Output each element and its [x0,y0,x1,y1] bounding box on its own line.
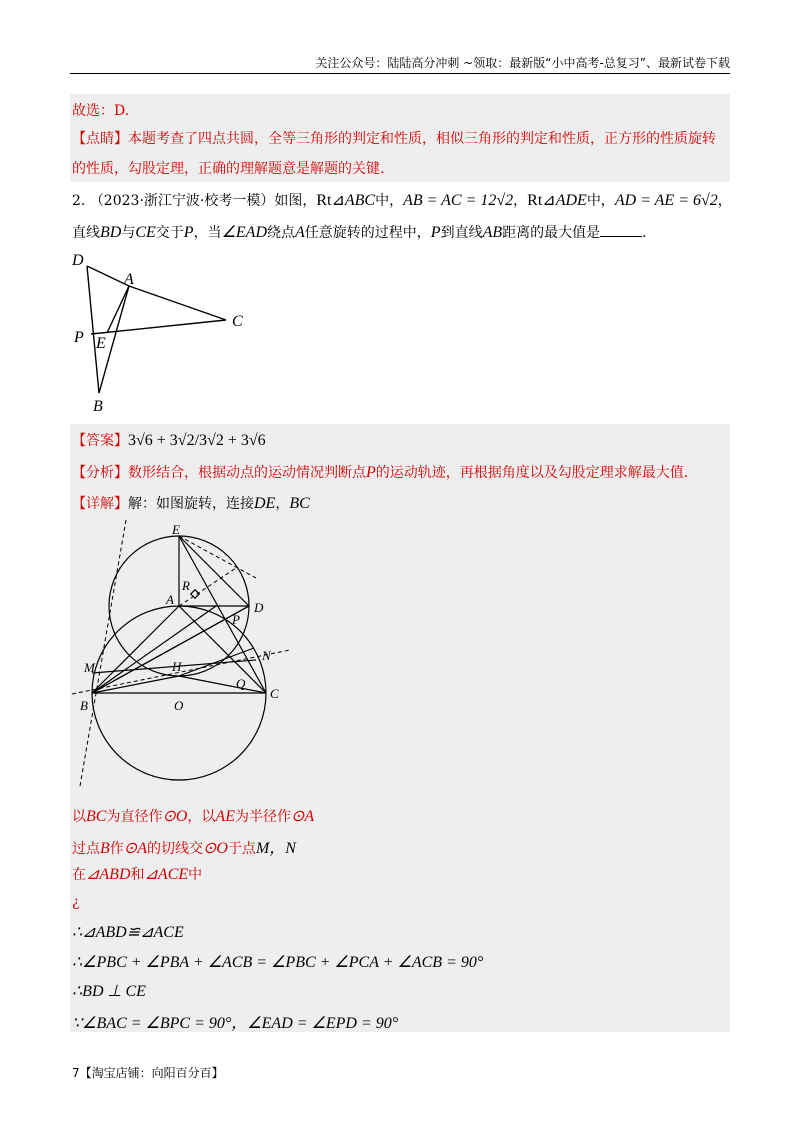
problem-text: 如图， [274,193,317,209]
label-r: R [182,578,190,593]
problem-text: 中， [375,193,404,209]
label-c: C [270,686,279,701]
step-text: 在 [72,867,86,883]
problem-text: 到直线 [440,225,483,241]
point-p: P [430,224,441,241]
label-p: P [232,612,240,627]
label-n: N [262,648,271,663]
step-7: ∴BD ⊥ CE [72,983,146,1000]
problem-line-1 [72,190,732,210]
header-rule [70,73,730,74]
problem-text: ， [513,193,528,209]
problem-text: 绕点 [267,225,296,241]
segment-da [87,266,129,286]
step-3 [72,864,202,884]
figure-1 [62,248,262,418]
segment-ca [179,606,266,693]
detail-text: ， [275,496,290,512]
line-ab: AB [482,224,503,241]
label-h: H [172,659,182,674]
step-text: 以 [72,809,86,825]
triangle-ade: ADE [555,192,587,209]
answer-blank [600,224,642,237]
problem-text: 距离的最大值是 [502,225,601,241]
step-text: 为半径作 [234,809,291,825]
step-2 [72,835,296,858]
equation-ab-ac: AB = AC = 12√2 [403,192,514,209]
segment-ac [129,286,226,320]
segment-bd: BD [100,224,122,241]
label-a: A [124,271,134,288]
comment-tag: 【点睛】 [72,131,128,147]
prev-comment-line-2: 的性质，勾股定理，正确的理解题意是解题的关键. [72,161,385,177]
triangle-abc: ABC [344,192,376,209]
points-m-n: M，N [255,840,296,857]
circle-a-ref: ⊙A [123,840,147,857]
answer-tag: 【答案】 [72,433,128,449]
segment-ed [179,536,249,606]
step-text: 作 [109,841,124,857]
prev-choice: 故选：D. [72,103,130,119]
analysis-line [72,462,688,482]
problem-text: 任意旋转的过程中， [304,225,431,241]
label-b: B [80,698,88,713]
point-p: P [183,224,194,241]
step-text: ，以 [187,809,216,825]
problem-number: 2. [72,193,86,209]
segment-ba [92,606,179,693]
segment-de: DE [254,495,276,512]
label-e: E [172,522,180,537]
step-text: 为直径作 [106,809,163,825]
problem-text: ，当 [193,225,222,241]
problem-text: 直线 [72,225,100,241]
figure-2 [66,518,296,798]
segment-bp [92,606,249,693]
point-p: P [366,464,376,481]
step-text: 和 [130,867,145,883]
segment-bc: BC [289,495,310,512]
analysis-text: 数形结合，根据动点的运动情况判断点 [128,465,366,481]
answer-value: 3√6 + 3√2/3√2 + 3√6 [128,432,266,449]
prev-comment-line-1 [72,128,716,148]
label-o: O [174,698,184,713]
label-c: C [232,313,243,330]
step-6: ∴∠PBC + ∠PBA + ∠ACB = ∠PBC + ∠PCA + ∠ACB = 90° [72,954,484,971]
problem-source: （2023·浙江宁波·校考一模） [89,193,275,209]
answer-line [72,430,266,450]
step-8: ∵∠BAC = ∠BPC = 90°，∠EAD = ∠EPD = 90° [72,1015,399,1032]
equation-ad-ae: AD = AE = 6√2 [614,192,718,209]
tangent-line-dashed [80,520,126,786]
angle-ead: ∠EAD [221,224,268,241]
step-text: 中 [188,867,203,883]
step-text: 于点 [227,841,256,857]
segment-ce: CE [135,224,156,241]
label-d: D [72,252,84,269]
problem-text: 中， [586,193,615,209]
point-b: B [100,840,110,857]
detail-line [72,493,310,513]
analysis-tag: 【分析】 [72,465,128,481]
rt-symbol: Rt⊿ [527,192,556,209]
label-e: E [96,335,106,352]
step-5: ∴⊿ABD≌⊿ACE [72,924,184,941]
problem-text: ， [717,193,732,209]
problem-text: . [642,225,647,241]
circle-o-ref: ⊙O [162,808,188,825]
segment-db [87,266,99,393]
circle-o-ref: ⊙O [202,840,228,857]
triangle-ace: ⊿ACE [144,866,189,883]
comment-body-1: 本题考查了四点共圆，全等三角形的判定和性质，相似三角形的判定和性质，正方形的性质旋转 [128,131,716,147]
problem-text: 与 [121,225,136,241]
label-d: D [254,600,264,615]
analysis-text: 的运动轨迹，再根据角度以及勾股定理求解最大值. [375,465,689,481]
problem-text: 交于 [155,225,184,241]
step-1 [72,806,314,826]
page-header: 关注公众号：陆陆高分冲刺 ~领取：最新版“小中高考-总复习”、最新试卷下载 [315,56,730,70]
label-a: A [166,592,174,607]
label-p: P [74,329,84,346]
segment-bc: BC [86,808,107,825]
step-4: ¿ [72,894,80,910]
circle-a-ref: ⊙A [290,808,315,825]
label-m: M [84,660,95,675]
label-q: Q [236,676,246,691]
segment-hc [179,676,266,693]
rt-symbol: Rt⊿ [316,192,345,209]
detail-tag: 【详解】 [72,496,128,512]
detail-text: 解：如图旋转，连接 [128,496,254,512]
point-a: A [295,224,305,241]
segment-hq [179,648,254,676]
segment-ce [91,320,226,334]
label-b: B [93,398,103,415]
step-text: 过点 [72,841,100,857]
problem-line-2 [72,222,647,242]
segment-ae: AE [215,808,235,825]
page-footer: 7【淘宝店铺：向阳百分百】 [72,1066,224,1080]
step-text: 的切线交 [146,841,203,857]
triangle-abd: ⊿ABD [86,866,131,883]
